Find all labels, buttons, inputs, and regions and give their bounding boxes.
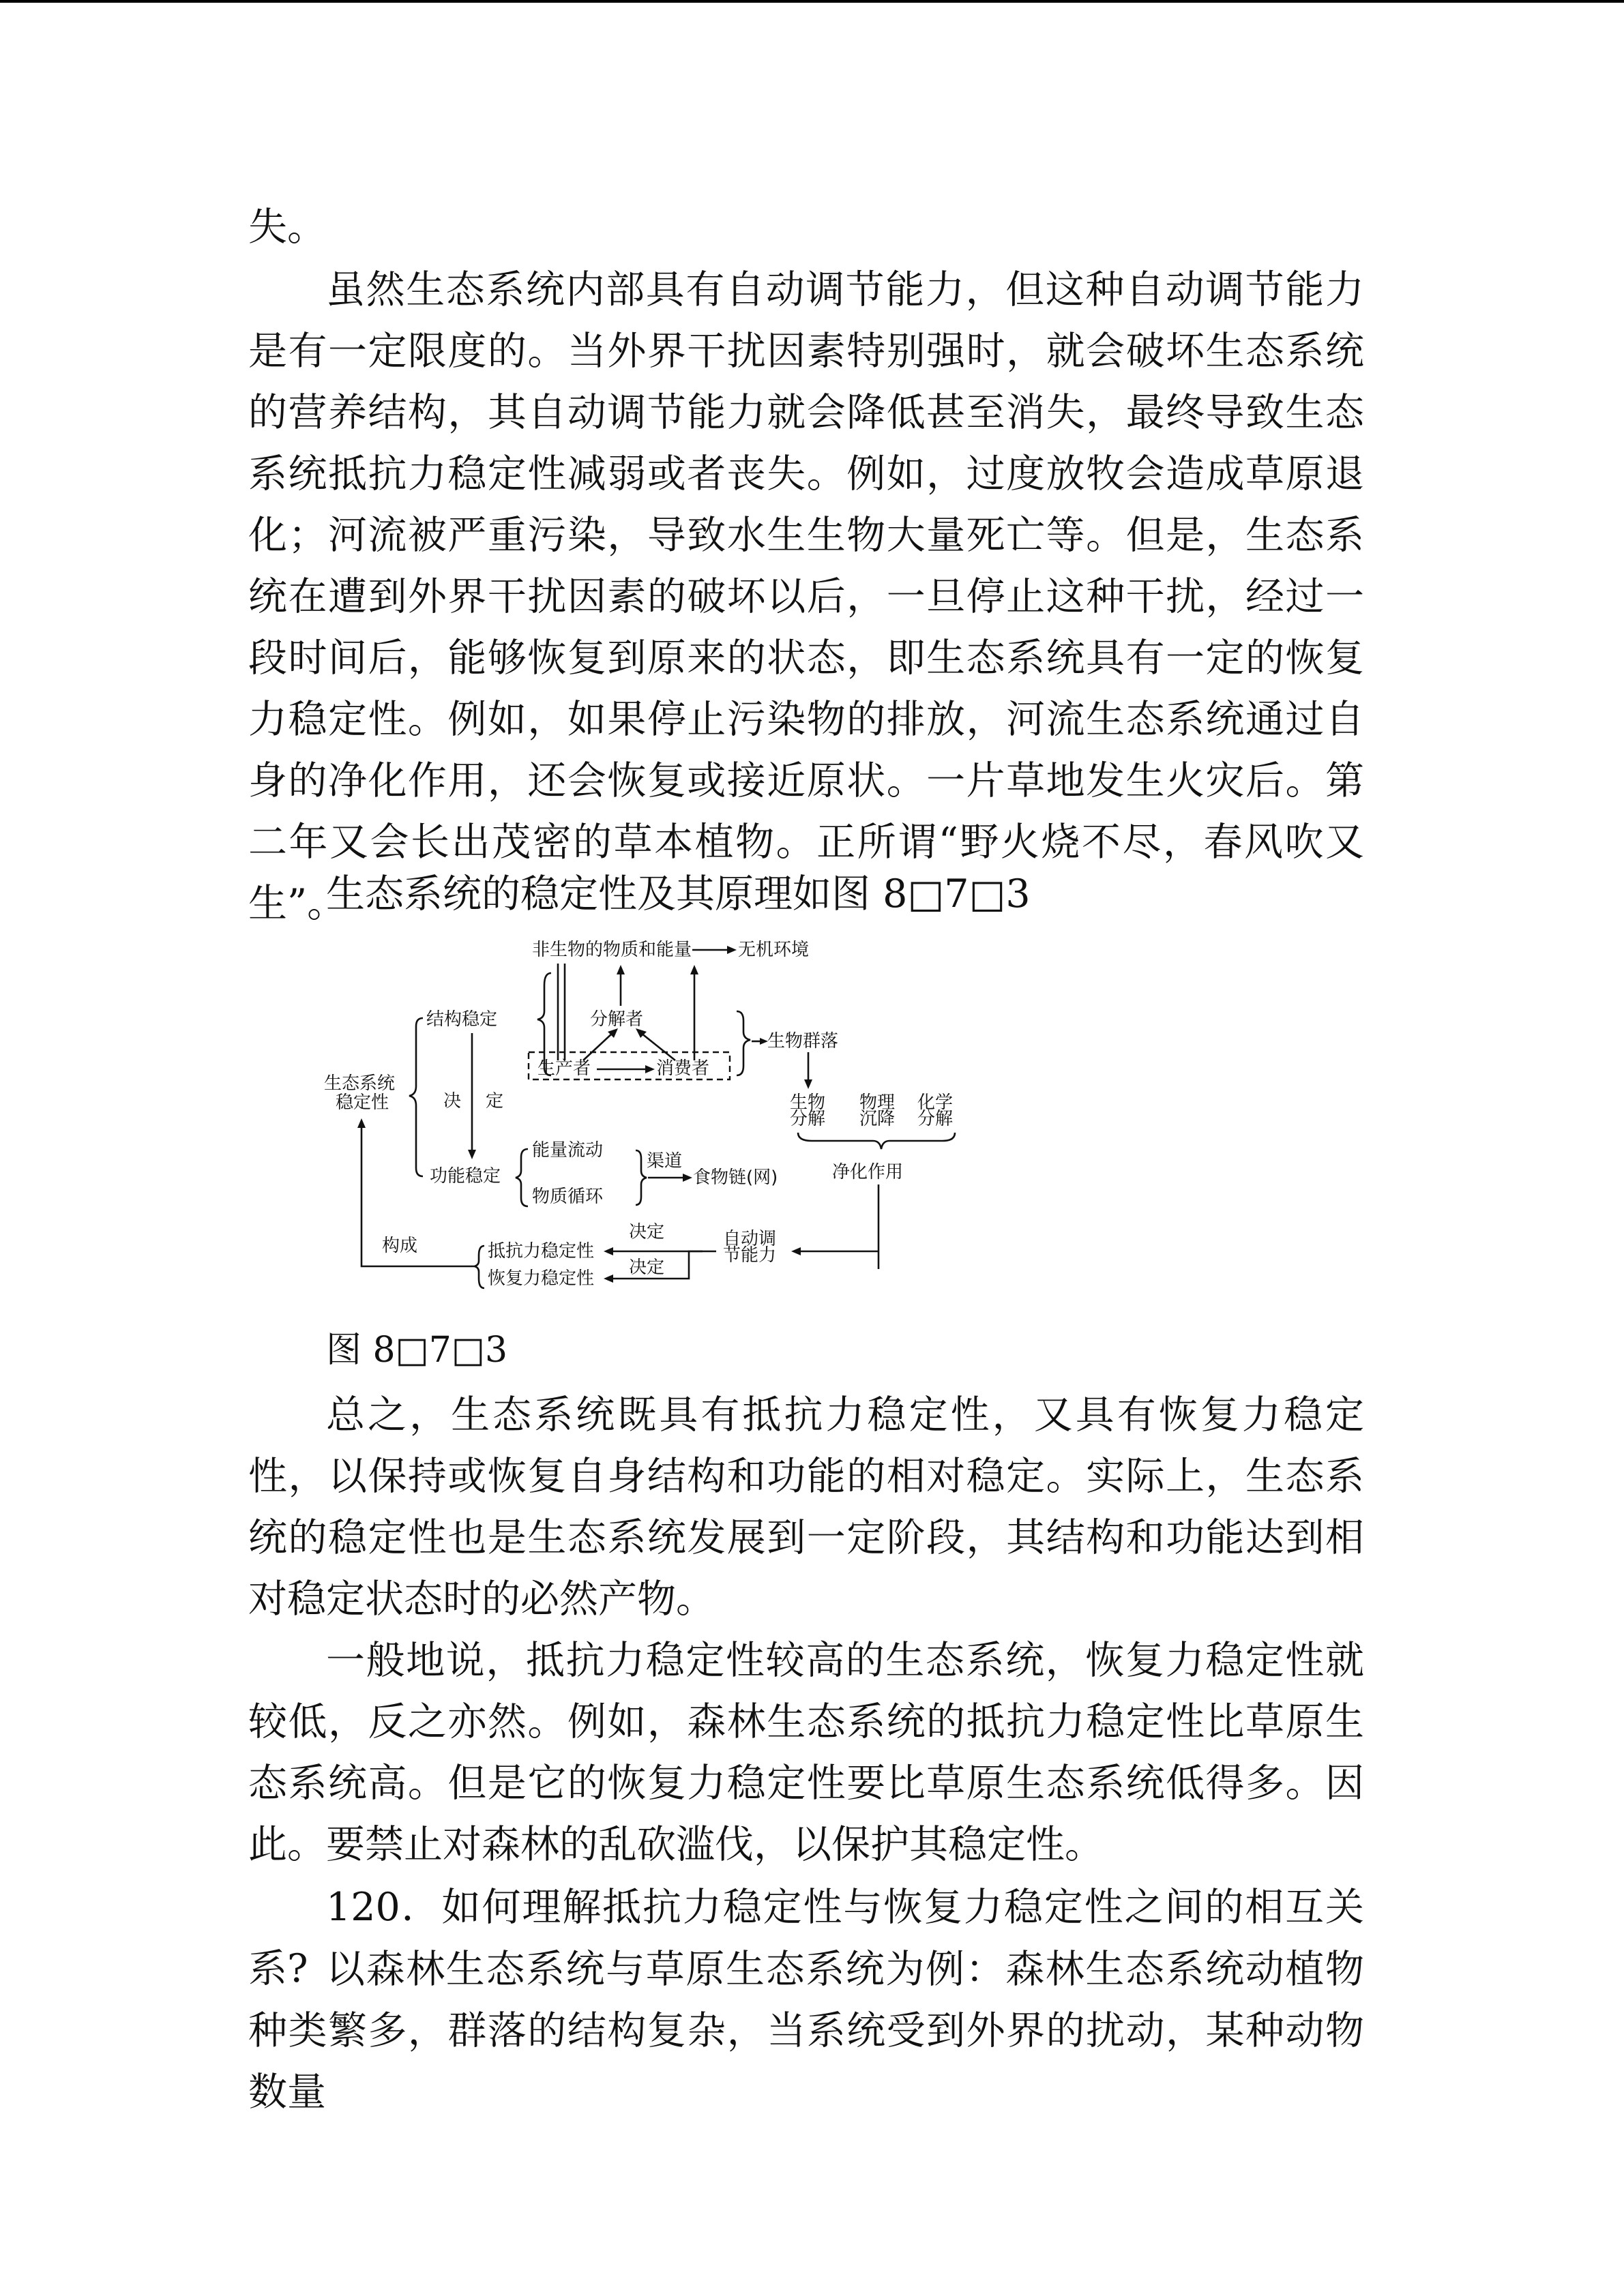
arrowhead xyxy=(683,1174,692,1182)
arrowhead xyxy=(357,1118,366,1128)
label-resistance: 抵抗力稳定性 xyxy=(488,1241,595,1262)
label-system-stability-2: 稳定性 xyxy=(336,1092,389,1113)
label-purification: 净化作用 xyxy=(832,1162,904,1182)
paragraph-figure-intro: 生态系统的稳定性及其原理如图 8□7□3 xyxy=(326,871,1031,916)
paragraph-summary: 总之，生态系统既具有抵抗力稳定性，又具有恢复力稳定性，以保持或恢复自身结构和功能的相对稳定。实际上，生态系统的稳定性也是生态系统发展到一定阶段，其结构和功能达到相对稳定状态时的必然产物。 xyxy=(248,1392,1364,1622)
arrowhead xyxy=(645,1065,655,1073)
label-function-stable: 功能稳定 xyxy=(430,1166,501,1187)
label-material-cycle: 物质循环 xyxy=(532,1187,604,1207)
label-structure-stable: 结构稳定 xyxy=(426,1009,498,1030)
label-self-reg-2: 节能力 xyxy=(723,1245,777,1266)
brace-function xyxy=(516,1149,528,1206)
label-phys-2: 沉降 xyxy=(859,1109,896,1129)
question-120: 120．如何理解抵抗力稳定性与恢复力稳定性之间的相互关系? xyxy=(248,1885,1364,1991)
paragraph-continuation: 失。 xyxy=(248,205,326,250)
label-abiotic: 非生物的物质和能量 xyxy=(532,940,692,960)
label-determine-1: 决 xyxy=(443,1091,462,1112)
label-chem-2: 分解 xyxy=(917,1109,954,1129)
label-producer: 生产者 xyxy=(537,1058,591,1079)
paragraph-answer-120: 以森林生态系统与草原生态系统为例：森林生态系统动植物种类繁多，群落的结构复杂，当系统受到外界的扰动，某种动物数量 xyxy=(248,1947,1364,2115)
label-chem-1: 化学 xyxy=(917,1092,954,1113)
label-community: 生物群落 xyxy=(767,1031,839,1052)
arrowhead xyxy=(727,946,737,954)
paragraph-inverse-relation: 一般地说，抵抗力稳定性较高的生态系统，恢复力稳定性就较低，反之亦然。例如，森林生态系统的抵抗力稳定性比草原生态系统高。但是它的恢复力稳定性要比草原生态系统低得多。因此。要禁止对森林的乱砍滥伐，以保护其稳定性。 xyxy=(248,1638,1364,1867)
brace-purification xyxy=(798,1133,955,1149)
arrowhead xyxy=(690,965,698,974)
label-bio-1: 生物 xyxy=(790,1092,826,1113)
brace-community xyxy=(737,1011,750,1075)
figure-caption: 图 8□7□3 xyxy=(326,1330,508,1371)
arrow-consumer-decomposer xyxy=(641,1033,675,1060)
label-decomposer: 分解者 xyxy=(590,1009,644,1030)
label-bio-2: 分解 xyxy=(790,1109,826,1129)
brace-stabilities xyxy=(475,1246,484,1288)
brace-flow xyxy=(636,1150,647,1205)
arrowhead xyxy=(468,1150,476,1159)
label-phys-1: 物理 xyxy=(859,1092,896,1113)
arrowhead xyxy=(617,965,625,974)
label-channel: 渠道 xyxy=(647,1151,683,1172)
label-consumer: 消费者 xyxy=(656,1058,710,1079)
label-resilience: 恢复力稳定性 xyxy=(488,1268,595,1289)
label-food-chain: 食物链(网) xyxy=(693,1167,778,1188)
paragraph-self-regulation: 虽然生态系统内部具有自动调节能力，但这种自动调节能力是有一定限度的。当外界干扰因素特别强时，就会破坏生态系统的营养结构，其自动调节能力就会降低甚至消失，最终导致生态系统抵抗力稳定性减弱或者丧失。例如，过度放牧会造成草原退化；河流被严重污染，导致水生生物大量死亡等。但是，生态系统在遭到外界干扰因素的破坏以后，一旦停止这种干扰，经过一段时间后，能够恢复到原来的状态，即生态系统具有一定的恢复力稳定性。例如，如果停止污染物的排放，河流生态系统通过自身的净化作用，还会恢复或接近原状。一片草地发生火灾后。第二年又会长出茂密的草本植物。正所谓“野火烧不尽，春风吹又生”。 xyxy=(248,267,1364,926)
label-determine-2: 定 xyxy=(486,1091,504,1112)
label-energy-flow: 能量流动 xyxy=(532,1140,604,1161)
label-constitute: 构成 xyxy=(382,1236,418,1256)
arrowhead xyxy=(791,1247,801,1255)
arrow-producer-decomposer xyxy=(583,1033,612,1060)
label-system-stability-1: 生态系统 xyxy=(324,1073,396,1094)
arrowhead xyxy=(604,1247,613,1255)
label-self-reg-1: 自动调 xyxy=(723,1229,777,1249)
label-decide-1: 决定 xyxy=(629,1222,665,1242)
label-inorganic-env: 无机环境 xyxy=(738,940,810,960)
arrowhead xyxy=(804,1079,812,1089)
arrowhead xyxy=(604,1274,613,1283)
brace-stability xyxy=(409,1018,423,1176)
label-decide-2: 决定 xyxy=(629,1257,665,1278)
ecosystem-stability-diagram xyxy=(321,931,989,1299)
arrow-constitute xyxy=(361,1125,475,1266)
